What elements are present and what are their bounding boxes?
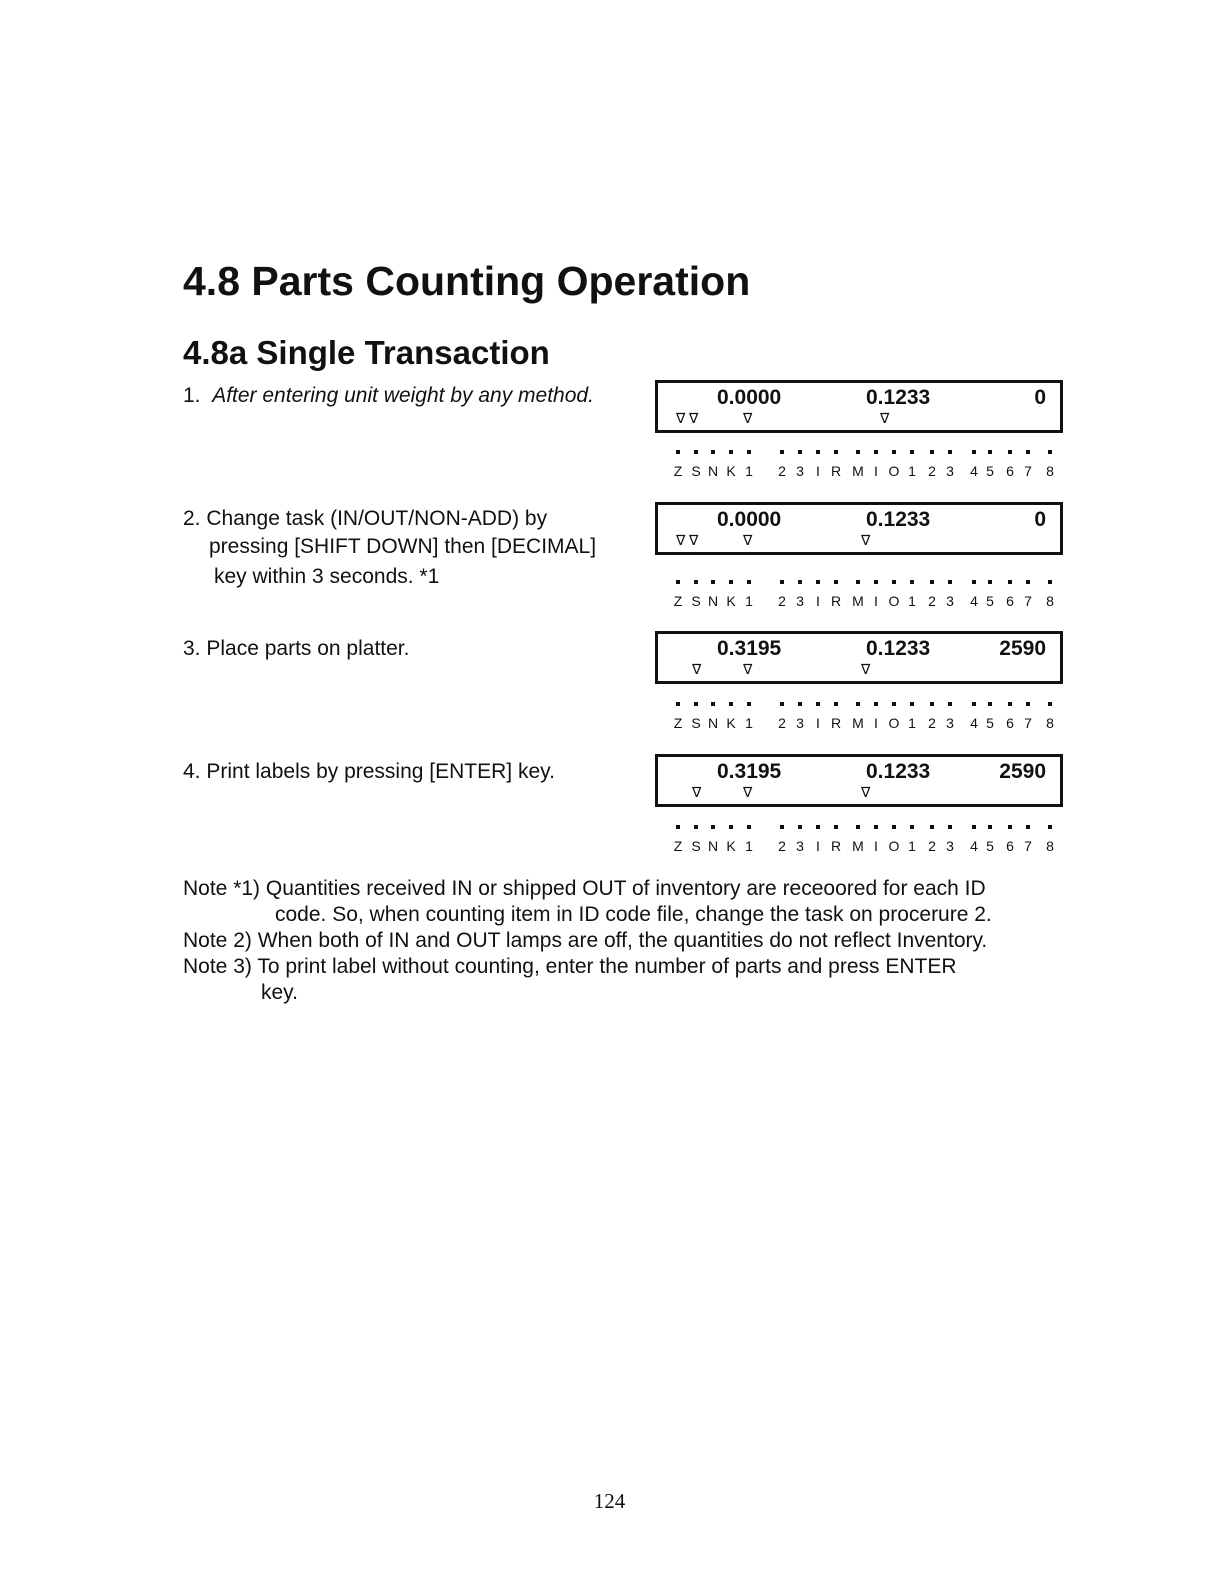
annunciator-dot [798,702,802,706]
annunciator-label: S [691,715,701,731]
annunciator-dot [948,580,952,584]
annunciator-label: O [888,715,900,731]
annunciator-dot [930,702,934,706]
annunciator-dot [747,580,751,584]
step-3-text [183,635,409,663]
annunciator-label: M [852,593,864,609]
annunciator-dot [856,580,860,584]
annunciator-dot [694,702,698,706]
step-1-number: 1. [183,384,201,407]
annunciator-label: I [874,838,878,854]
page-title: 4.8 Parts Counting Operation [183,258,751,304]
annunciator-dot [948,825,952,829]
annunciator-label: R [830,838,842,854]
annunciator-label: I [816,838,820,854]
indicator-triangle-icon: ∇ [692,661,702,677]
annunciator-dot [910,450,914,454]
annunciator-label: Z [673,593,683,609]
annunciator-label: 1 [745,593,753,609]
count-value: 2590 [999,760,1046,783]
indicator-triangle-icon: ∇ [743,532,753,548]
annunciator-dot [676,450,680,454]
unit-weight-value: 0.1233 [866,386,931,409]
scale-display-4 [655,754,1063,807]
annunciator-label: 8 [1046,838,1054,854]
annunciator-label: 2 [928,838,936,854]
annunciator-label: 5 [986,715,994,731]
annunciator-dot [780,450,784,454]
annunciator-label: Z [673,715,683,731]
annunciator-label: 2 [778,715,786,731]
annunciator-dot [988,580,992,584]
annunciator-label: S [691,838,701,854]
step-2-line-2: pressing [SHIFT DOWN] then [DECIMAL] [209,535,597,558]
annunciator-label: 7 [1024,463,1032,479]
annunciator-dot [711,450,715,454]
annunciator-dot [747,702,751,706]
step-2-text [183,505,596,591]
annunciator-dot [910,580,914,584]
indicator-triangle-icon: ∇ [861,532,871,548]
annunciator-label: N [707,593,719,609]
scale-display-2 [655,502,1063,555]
annunciator-label: N [707,838,719,854]
annunciator-label: R [830,715,842,731]
unit-weight-value: 0.1233 [866,508,931,531]
annunciator-label: M [852,463,864,479]
unit-weight-value: 0.1233 [866,760,931,783]
annunciator-dot [798,580,802,584]
indicator-triangle-icon: ∇ [676,532,686,548]
annunciator-dot [1008,450,1012,454]
annunciator-label: 4 [970,838,978,854]
annunciator-dot [780,580,784,584]
annunciator-label: 3 [946,593,954,609]
annunciator-label: 6 [1006,593,1014,609]
annunciator-label: M [852,715,864,731]
annunciator-dot [972,825,976,829]
annunciator-dot [676,825,680,829]
annunciator-dot [856,450,860,454]
annunciator-label: S [691,593,701,609]
annunciator-dot [1026,825,1030,829]
note-1-line-1: Note *1) Quantities received IN or shipped OUT of inventory are receoored for each ID [183,877,986,900]
annunciator-dot [972,580,976,584]
annunciator-dot [988,825,992,829]
weight-value: 0.3195 [717,637,782,660]
annunciator-label: 4 [970,715,978,731]
annunciator-dot [874,825,878,829]
annunciator-label: I [874,463,878,479]
indicator-triangle-icon: ∇ [743,784,753,800]
annunciator-label: 5 [986,838,994,854]
annunciator-label: 3 [796,593,804,609]
annunciator-dot [694,580,698,584]
annunciator-dot [1008,702,1012,706]
annunciator-dot [972,702,976,706]
weight-value: 0.0000 [717,386,782,409]
scale-display-1 [655,380,1063,433]
annunciator-dot [694,450,698,454]
annunciator-row-2 [660,578,1060,618]
weight-value: 0.3195 [717,760,782,783]
indicator-triangle-icon: ∇ [743,661,753,677]
annunciator-dot [930,450,934,454]
annunciator-dot [856,825,860,829]
indicator-triangle-icon: ∇ [861,661,871,677]
annunciator-dot [747,450,751,454]
annunciator-label: 3 [796,463,804,479]
annunciator-dot [711,825,715,829]
step-4-text [183,758,555,786]
annunciator-label: 1 [745,838,753,854]
count-value: 2590 [999,637,1046,660]
note-3-line-2: key. [261,981,298,1004]
annunciator-label: 2 [928,463,936,479]
step-1-text [183,382,594,410]
annunciator-label: O [888,593,900,609]
annunciator-label: S [691,463,701,479]
notes-block [183,876,992,1006]
annunciator-dot [910,825,914,829]
annunciator-label: 1 [745,715,753,731]
annunciator-label: 4 [970,593,978,609]
annunciator-dot [816,825,820,829]
annunciator-label: I [816,715,820,731]
annunciator-label: K [726,715,736,731]
annunciator-label: 6 [1006,463,1014,479]
annunciator-dot [676,702,680,706]
annunciator-label: 3 [946,463,954,479]
unit-weight-value: 0.1233 [866,637,931,660]
annunciator-dot [1026,580,1030,584]
annunciator-label: 5 [986,463,994,479]
annunciator-dot [747,825,751,829]
annunciator-dot [816,702,820,706]
annunciator-label: I [874,593,878,609]
annunciator-label: 2 [928,593,936,609]
page-number: 124 [593,1489,626,1513]
annunciator-label: Z [673,463,683,479]
annunciator-dot [930,825,934,829]
annunciator-label: 3 [946,838,954,854]
annunciator-dot [874,702,878,706]
annunciator-dot [798,450,802,454]
note-2: Note 2) When both of IN and OUT lamps are off, the quantities do not reflect Inventory. [183,929,988,952]
annunciator-row-3 [660,700,1060,740]
indicator-triangle-icon: ∇ [676,410,686,426]
annunciator-label: 8 [1046,715,1054,731]
annunciator-dot [1048,580,1052,584]
annunciator-dot [798,825,802,829]
annunciator-dot [874,450,878,454]
annunciator-dot [892,825,896,829]
annunciator-dot [892,450,896,454]
annunciator-row-4 [660,823,1060,863]
annunciator-label: N [707,715,719,731]
annunciator-label: 2 [778,463,786,479]
indicator-triangle-icon: ∇ [689,532,699,548]
annunciator-dot [834,580,838,584]
annunciator-dot [834,825,838,829]
annunciator-label: 6 [1006,838,1014,854]
annunciator-label: 7 [1024,593,1032,609]
annunciator-label: I [816,463,820,479]
note-3-line-1: Note 3) To print label without counting, enter the number of parts and press ENTER [183,955,957,978]
annunciator-dot [988,450,992,454]
scale-display-3 [655,631,1063,684]
annunciator-label: O [888,463,900,479]
indicator-triangle-icon: ∇ [880,410,890,426]
annunciator-dot [780,825,784,829]
annunciator-label: 3 [796,715,804,731]
annunciator-dot [729,825,733,829]
annunciator-dot [892,580,896,584]
annunciator-dot [972,450,976,454]
annunciator-dot [948,450,952,454]
annunciator-dot [930,580,934,584]
annunciator-dot [892,702,896,706]
indicator-triangle-icon: ∇ [689,410,699,426]
annunciator-label: R [830,463,842,479]
annunciator-dot [1008,580,1012,584]
annunciator-dot [694,825,698,829]
annunciator-row-1 [660,448,1060,488]
annunciator-label: 1 [745,463,753,479]
step-1-line-1: After entering unit weight by any method. [212,384,594,407]
indicator-triangle-icon: ∇ [692,784,702,800]
annunciator-label: 8 [1046,463,1054,479]
annunciator-label: M [852,838,864,854]
step-2-line-3: key within 3 seconds. *1 [214,565,440,588]
annunciator-dot [910,702,914,706]
annunciator-dot [711,580,715,584]
annunciator-label: N [707,463,719,479]
annunciator-label: 4 [970,463,978,479]
step-4-line-1: 4. Print labels by pressing [ENTER] key. [183,760,555,783]
annunciator-label: 2 [778,838,786,854]
annunciator-label: K [726,593,736,609]
annunciator-label: 2 [928,715,936,731]
annunciator-dot [1026,450,1030,454]
note-1-line-2: code. So, when counting item in ID code file, change the task on procerure 2. [275,903,992,926]
annunciator-label: 1 [908,463,916,479]
annunciator-dot [1048,450,1052,454]
annunciator-label: 7 [1024,715,1032,731]
count-value: 0 [1034,386,1046,409]
annunciator-label: R [830,593,842,609]
annunciator-dot [1026,702,1030,706]
annunciator-label: 6 [1006,715,1014,731]
annunciator-dot [1048,825,1052,829]
annunciator-dot [834,450,838,454]
annunciator-label: 8 [1046,593,1054,609]
annunciator-label: Z [673,838,683,854]
step-2-line-1: 2. Change task (IN/OUT/NON-ADD) by [183,507,548,530]
annunciator-label: 5 [986,593,994,609]
annunciator-dot [729,450,733,454]
indicator-triangle-icon: ∇ [861,784,871,800]
annunciator-label: I [874,715,878,731]
section-title: 4.8a Single Transaction [183,334,550,371]
annunciator-dot [816,450,820,454]
annunciator-label: 1 [908,838,916,854]
annunciator-dot [1008,825,1012,829]
annunciator-dot [729,702,733,706]
weight-value: 0.0000 [717,508,782,531]
annunciator-dot [874,580,878,584]
annunciator-label: K [726,838,736,854]
annunciator-dot [948,702,952,706]
annunciator-dot [988,702,992,706]
annunciator-dot [856,702,860,706]
step-3-line-1: 3. Place parts on platter. [183,637,410,660]
annunciator-dot [816,580,820,584]
annunciator-label: 1 [908,593,916,609]
annunciator-label: 1 [908,715,916,731]
annunciator-label: O [888,838,900,854]
annunciator-dot [729,580,733,584]
annunciator-dot [711,702,715,706]
annunciator-label: I [816,593,820,609]
annunciator-dot [1048,702,1052,706]
annunciator-dot [834,702,838,706]
annunciator-label: 7 [1024,838,1032,854]
annunciator-label: K [726,463,736,479]
annunciator-label: 3 [946,715,954,731]
annunciator-label: 2 [778,593,786,609]
annunciator-dot [780,702,784,706]
count-value: 0 [1034,508,1046,531]
annunciator-dot [676,580,680,584]
indicator-triangle-icon: ∇ [743,410,753,426]
annunciator-label: 3 [796,838,804,854]
